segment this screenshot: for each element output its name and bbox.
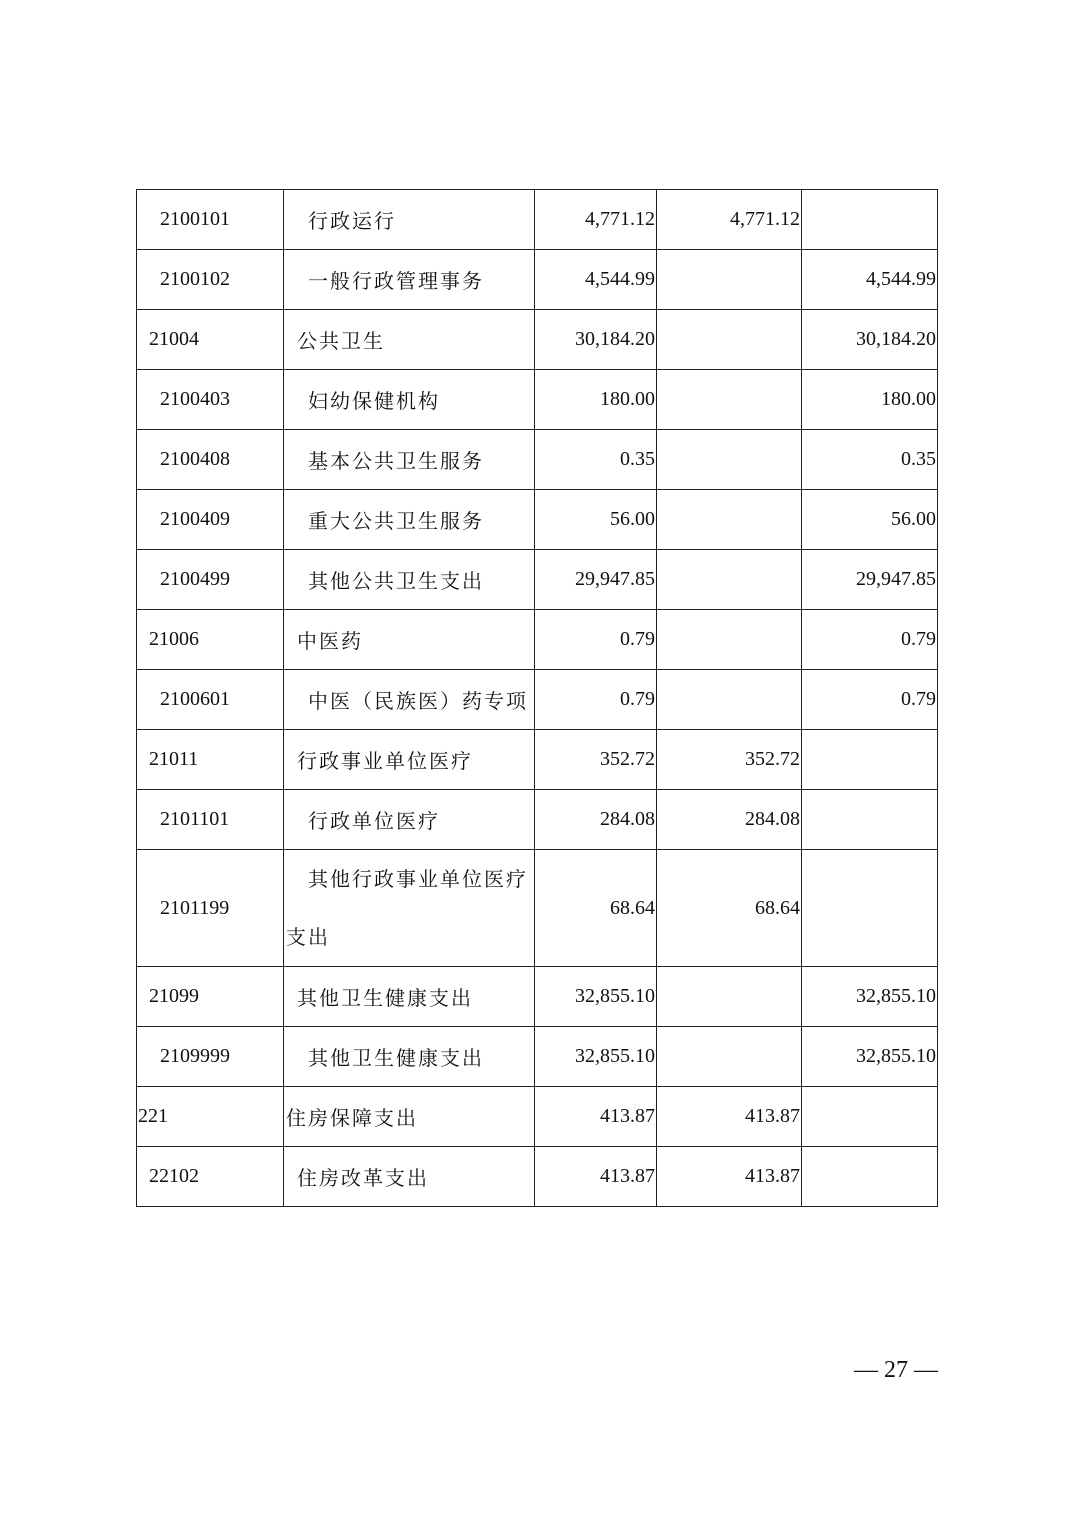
table-row (137, 610, 938, 670)
basic-expenditure-cell (657, 967, 802, 1027)
code-cell: 21004 (137, 310, 284, 370)
basic-expenditure-cell (657, 310, 802, 370)
name-cell: 基本公共卫生服务 (284, 430, 535, 490)
code-cell: 2100102 (137, 250, 284, 310)
name-cell: 重大公共卫生服务 (284, 490, 535, 550)
project-expenditure-cell (802, 190, 938, 250)
project-expenditure-cell (802, 1087, 938, 1147)
project-expenditure-cell: 56.00 (802, 490, 938, 550)
basic-expenditure-cell: 4,771.12 (657, 190, 802, 250)
table-row (137, 430, 938, 490)
name-cell: 行政运行 (284, 190, 535, 250)
code-cell: 2100403 (137, 370, 284, 430)
project-expenditure-cell (802, 1147, 938, 1207)
table-row (137, 370, 938, 430)
code-cell: 21099 (137, 967, 284, 1027)
name-cell: 妇幼保健机构 (284, 370, 535, 430)
table-row (137, 1087, 938, 1147)
name-cell: 行政事业单位医疗 (284, 730, 535, 790)
total-amount-cell: 0.35 (535, 430, 657, 490)
project-expenditure-cell (802, 850, 938, 967)
project-expenditure-cell: 30,184.20 (802, 310, 938, 370)
table-body (137, 190, 938, 1207)
table-row (137, 967, 938, 1027)
total-amount-cell: 32,855.10 (535, 1027, 657, 1087)
name-cell: 住房保障支出 (284, 1087, 535, 1147)
table-row (137, 730, 938, 790)
total-amount-cell: 0.79 (535, 610, 657, 670)
code-cell: 2101101 (137, 790, 284, 850)
total-amount-cell: 4,771.12 (535, 190, 657, 250)
basic-expenditure-cell (657, 1027, 802, 1087)
name-cell: 其他公共卫生支出 (284, 550, 535, 610)
project-expenditure-cell (802, 790, 938, 850)
project-expenditure-cell: 0.35 (802, 430, 938, 490)
table-row (137, 250, 938, 310)
total-amount-cell: 413.87 (535, 1147, 657, 1207)
basic-expenditure-cell (657, 550, 802, 610)
budget-expenditure-table (136, 189, 938, 1207)
name-cell: 公共卫生 (284, 310, 535, 370)
project-expenditure-cell (802, 730, 938, 790)
total-amount-cell: 68.64 (535, 850, 657, 967)
code-cell: 2100409 (137, 490, 284, 550)
name-cell: 中医药 (284, 610, 535, 670)
total-amount-cell: 180.00 (535, 370, 657, 430)
code-cell: 2109999 (137, 1027, 284, 1087)
project-expenditure-cell: 180.00 (802, 370, 938, 430)
page-number: — 27 — (854, 1357, 938, 1383)
name-cell: 其他行政事业单位医疗支出 (284, 850, 535, 967)
total-amount-cell: 30,184.20 (535, 310, 657, 370)
table-row (137, 790, 938, 850)
table-row (137, 490, 938, 550)
code-cell: 2100101 (137, 190, 284, 250)
name-cell: 住房改革支出 (284, 1147, 535, 1207)
table-row (137, 850, 938, 967)
project-expenditure-cell: 32,855.10 (802, 1027, 938, 1087)
basic-expenditure-cell (657, 430, 802, 490)
project-expenditure-cell: 29,947.85 (802, 550, 938, 610)
table-row (137, 190, 938, 250)
code-cell: 2101199 (137, 850, 284, 967)
total-amount-cell: 29,947.85 (535, 550, 657, 610)
basic-expenditure-cell (657, 370, 802, 430)
code-cell: 2100408 (137, 430, 284, 490)
table-row (137, 550, 938, 610)
code-cell: 221 (137, 1087, 284, 1147)
basic-expenditure-cell: 413.87 (657, 1147, 802, 1207)
total-amount-cell: 413.87 (535, 1087, 657, 1147)
basic-expenditure-cell (657, 610, 802, 670)
total-amount-cell: 352.72 (535, 730, 657, 790)
basic-expenditure-cell: 284.08 (657, 790, 802, 850)
name-cell: 中医（民族医）药专项 (284, 670, 535, 730)
basic-expenditure-cell (657, 670, 802, 730)
code-cell: 2100601 (137, 670, 284, 730)
total-amount-cell: 56.00 (535, 490, 657, 550)
total-amount-cell: 4,544.99 (535, 250, 657, 310)
basic-expenditure-cell (657, 490, 802, 550)
basic-expenditure-cell: 352.72 (657, 730, 802, 790)
table-row (137, 1147, 938, 1207)
project-expenditure-cell: 0.79 (802, 670, 938, 730)
basic-expenditure-cell: 68.64 (657, 850, 802, 967)
total-amount-cell: 284.08 (535, 790, 657, 850)
project-expenditure-cell: 4,544.99 (802, 250, 938, 310)
name-cell: 其他卫生健康支出 (284, 967, 535, 1027)
name-cell: 其他卫生健康支出 (284, 1027, 535, 1087)
table-row (137, 310, 938, 370)
name-cell: 一般行政管理事务 (284, 250, 535, 310)
project-expenditure-cell: 0.79 (802, 610, 938, 670)
project-expenditure-cell: 32,855.10 (802, 967, 938, 1027)
code-cell: 21006 (137, 610, 284, 670)
code-cell: 2100499 (137, 550, 284, 610)
table-row (137, 1027, 938, 1087)
table-row (137, 670, 938, 730)
code-cell: 21011 (137, 730, 284, 790)
total-amount-cell: 32,855.10 (535, 967, 657, 1027)
code-cell: 22102 (137, 1147, 284, 1207)
basic-expenditure-cell (657, 250, 802, 310)
name-cell: 行政单位医疗 (284, 790, 535, 850)
basic-expenditure-cell: 413.87 (657, 1087, 802, 1147)
total-amount-cell: 0.79 (535, 670, 657, 730)
